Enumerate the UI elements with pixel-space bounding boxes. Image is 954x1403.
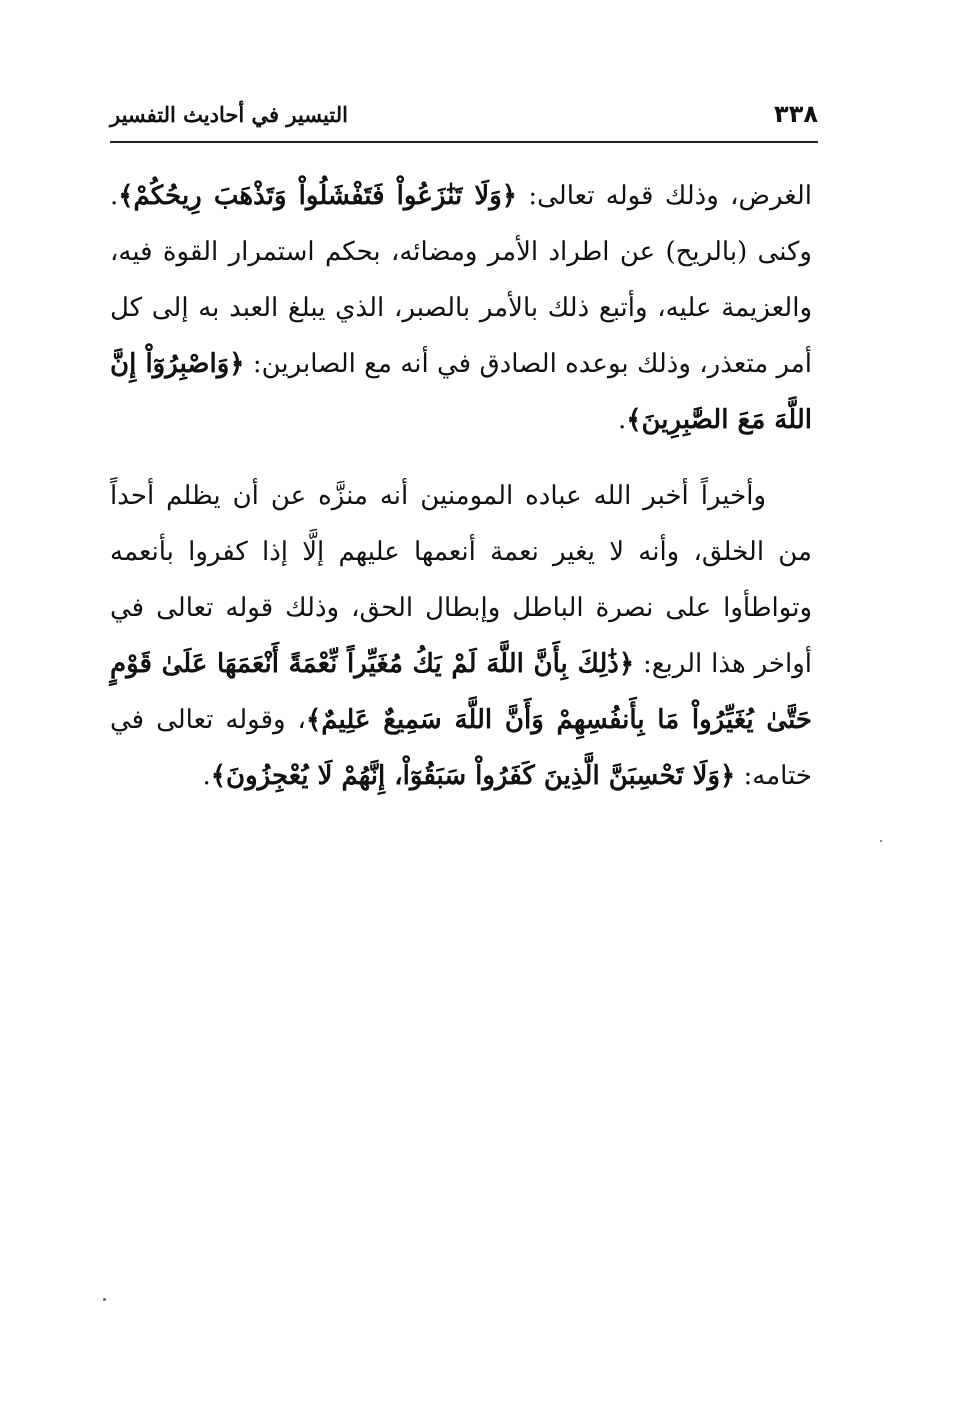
quran-verse-4: ﴿وَلَا تَحْسِبَنَّ الَّذِينَ كَفَرُواْ سَبَقُوٓاْ، إِنَّهُمْ لَا يُعْجِزُونَ﴾ — [210, 761, 736, 791]
page-number: ٣٣٨ — [774, 100, 818, 128]
quran-verse-3: ﴿ذَٰلِكَ بِأَنَّ اللَّهَ لَمْ يَكُ مُغَيِّراً نِّعْمَةً أَنْعَمَهَا عَلَىٰ قَوْمٍ حَتَّىٰ يُغَيِّرُواْ مَا بِأَنفُسِهِمْ وَأَنَّ اللَّهَ سَمِيعٌ عَلِيمٌ﴾ — [110, 649, 812, 735]
quran-verse-2: ﴿وَاصْبِرُوٓاْ إِنَّ اللَّهَ مَعَ الصَّٰبِرِينَ﴾ — [110, 349, 812, 435]
page-body — [110, 168, 812, 804]
paragraph-1-text-2: . وكنى (بالريح) عن اطراد الأمر ومضائه، بحكم استمرار القوة فيه، والعزيمة عليه، وأتبع ذلك بالأمر بالصبر، الذي يبلغ العبد به إلى كل أمر متعذر، وذلك بوعده الصادق في أنه مع الصابرين: — [110, 181, 812, 379]
quran-verse-1: ﴿وَلَا تَنَٰزَعُواْ فَتَفْشَلُواْ وَتَذْهَبَ رِيحُكُمْ﴾ — [118, 181, 518, 211]
running-title: التيسير في أحاديث التفسير — [110, 102, 348, 127]
paragraph-1 — [110, 168, 812, 448]
header-rule — [110, 141, 818, 143]
paragraph-1-text-3: . — [618, 405, 627, 435]
scan-speck — [880, 840, 882, 842]
paragraph-2-text-1: وأخيراً أخبر الله عباده المومنين أنه منزَّه عن أن يظلم أحداً من الخلق، وأنه لا يغير نعمة أنعمها عليهم إلَّا إذا كفروا بأنعمه وتواطأوا على نصرة الباطل وإبطال الحق، وذلك قوله تعالى في أواخر هذا الربع: — [110, 481, 812, 679]
page-header — [110, 100, 818, 140]
paragraph-2 — [110, 468, 812, 804]
paragraph-2-text-3: . — [202, 761, 211, 791]
paragraph-2-text-2: ، وقوله تعالى في ختامه: — [110, 705, 812, 791]
paragraph-1-text-1: الغرض، وذلك قوله تعالى: — [517, 181, 812, 211]
scan-speck — [103, 1298, 106, 1301]
